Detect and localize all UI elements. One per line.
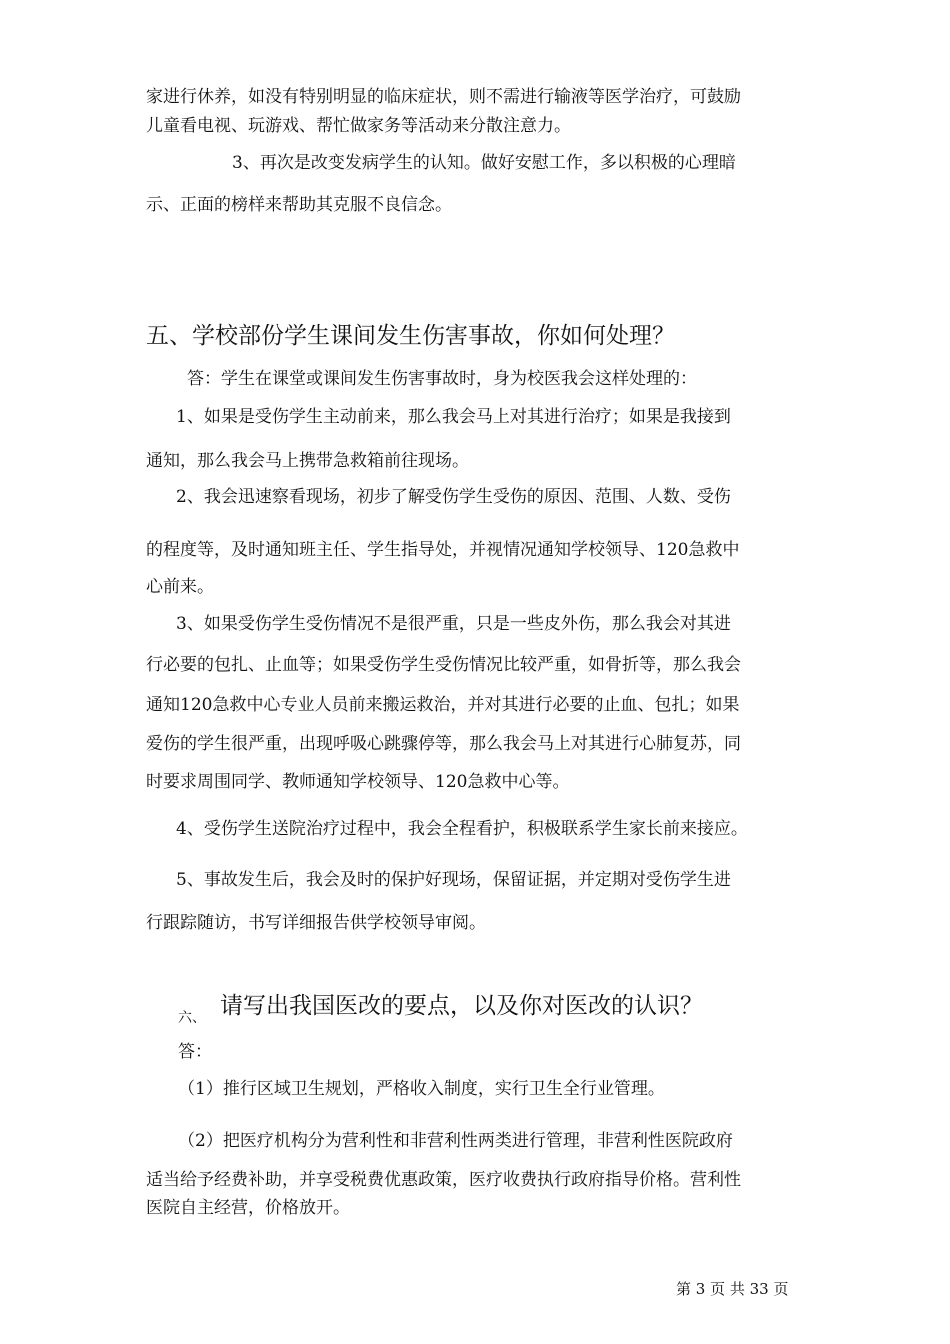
paragraph-line: 时要求周围同学、教师通知学校领导、120急救中心等。 [146,772,570,792]
paragraph-line: 行跟踪随访，书写详细报告供学校领导审阅。 [146,913,486,933]
paragraph-line: 3、如果受伤学生受伤情况不是很严重，只是一些皮外伤，那么我会对其进 [176,614,731,634]
paragraph-line: 儿童看电视、玩游戏、帮忙做家务等活动来分散注意力。 [146,116,571,136]
paragraph-line: 3、再次是改变发病学生的认知。做好安慰工作，多以积极的心理暗 [232,153,736,173]
paragraph-line: 的程度等，及时通知班主任、学生指导处，并视情况通知学校领导、120急救中 [146,540,740,560]
paragraph-line: 通知120急救中心专业人员前来搬运救治，并对其进行必要的止血、包扎；如果 [146,695,740,715]
paragraph-line: 1、如果是受伤学生主动前来，那么我会马上对其进行治疗；如果是我接到 [176,407,731,427]
paragraph-line: 行必要的包扎、止血等；如果受伤学生受伤情况比较严重，如骨折等，那么我会 [146,655,741,675]
answer-intro: 答：学生在课堂或课间发生伤害事故时，身为校医我会这样处理的： [187,369,697,389]
section-5-heading: 五、学校部份学生课间发生伤害事故，你如何处理？ [146,323,675,349]
paragraph-line: 医院自主经营，价格放开。 [146,1198,350,1218]
section-6-number: 六、 [178,1010,206,1026]
paragraph-line: 示、正面的榜样来帮助其克服不良信念。 [146,195,452,215]
paragraph-line: 通知，那么我会马上携带急救箱前往现场。 [146,451,469,471]
paragraph-line: 5、事故发生后，我会及时的保护好现场，保留证据，并定期对受伤学生进 [176,870,731,890]
paragraph-line: 心前来。 [146,577,214,597]
page-footer: 第 3 页 共 33 页 [676,1280,789,1298]
paragraph-line: 4、受伤学生送院治疗过程中，我会全程看护，积极联系学生家长前来接应。 [176,819,748,839]
paragraph-line: 爱伤的学生很严重，出现呼吸心跳骤停等，那么我会马上对其进行心肺复苏，同 [146,734,741,754]
answer-label: 答： [178,1042,212,1062]
paragraph-line: （2）把医疗机构分为营利性和非营利性两类进行管理，非营利性医院政府 [178,1131,733,1151]
section-6-heading: 请写出我国医改的要点，以及你对医改的认识？ [220,993,703,1019]
paragraph-line: 2、我会迅速察看现场，初步了解受伤学生受伤的原因、范围、人数、受伤 [176,487,731,507]
paragraph-line: 适当给予经费补助，并享受税费优惠政策，医疗收费执行政府指导价格。营利性 [146,1170,741,1190]
paragraph-line: （1）推行区域卫生规划，严格收入制度，实行卫生全行业管理。 [178,1079,665,1099]
paragraph-line: 家进行休养，如没有特别明显的临床症状，则不需进行输液等医学治疗，可鼓励 [146,87,741,107]
